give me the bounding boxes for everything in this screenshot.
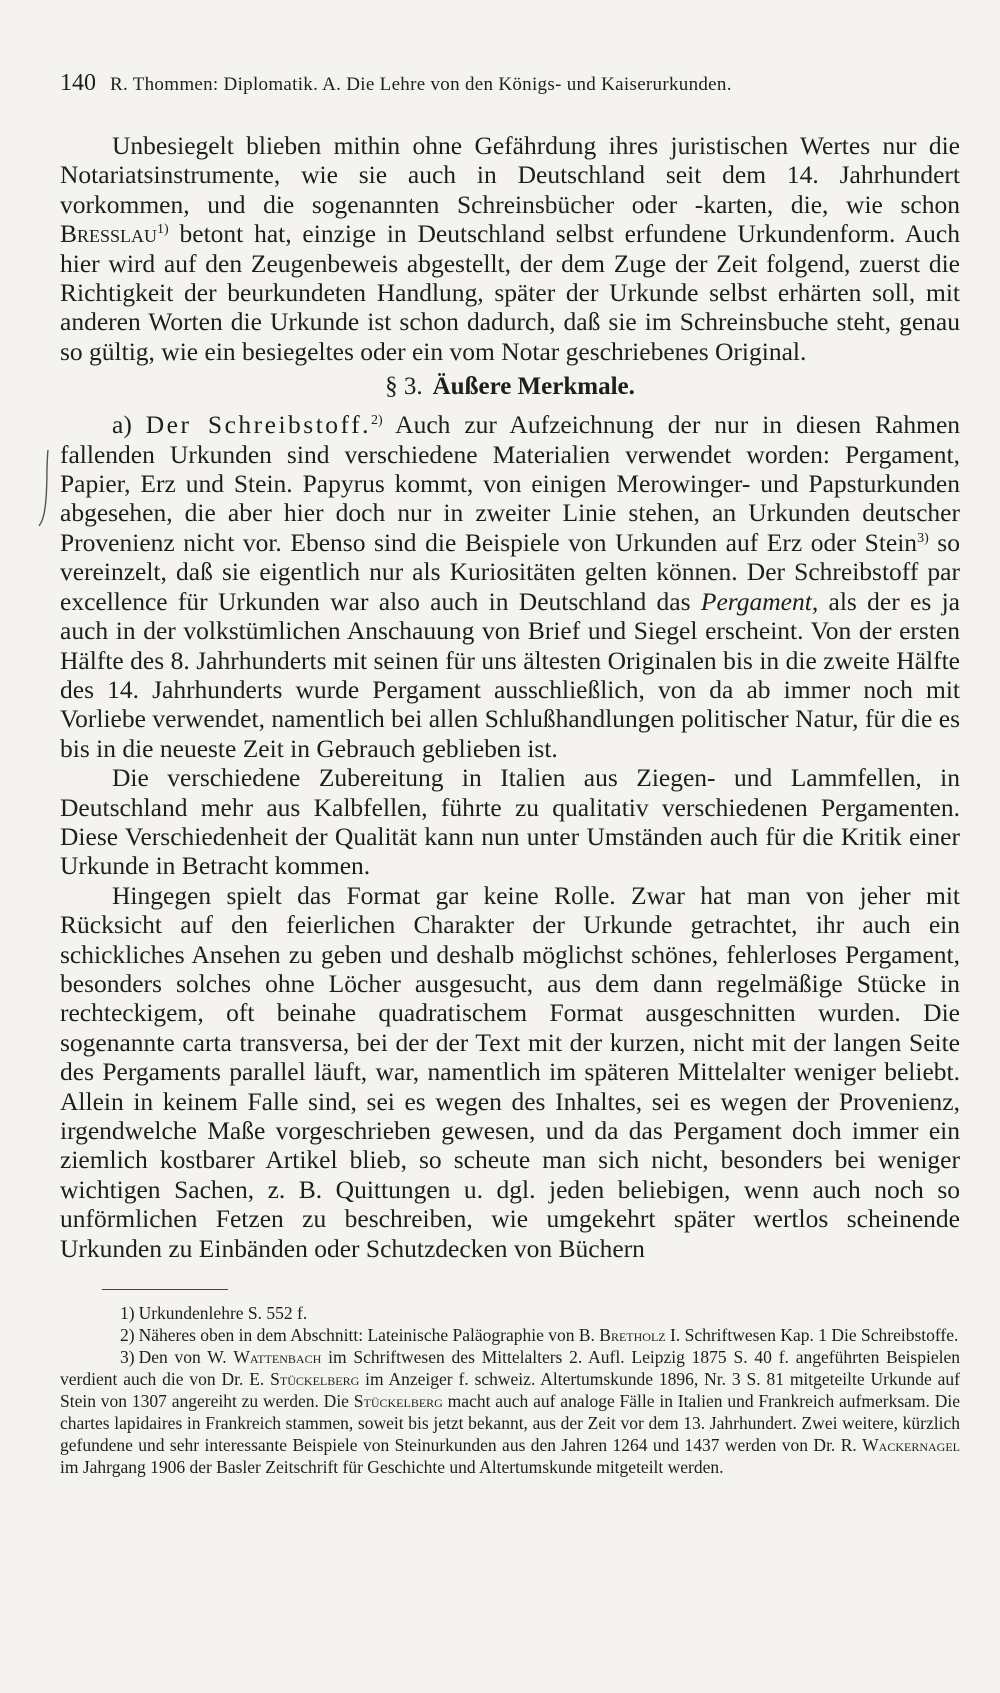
author-name-stueckelberg: Stückelberg [353,1391,443,1412]
text-run: a) [112,410,146,440]
paragraph-zubereitung: Die verschiedene Zubereitung in Italien aus Ziegen- und Lammfellen, in Deutschland mehr aus Kalbfellen, führte zu qualitativ verschiedenen Pergamenten. Diese Verschiedenheit der Qualität kann nun unter Umständen auch für die Kritik einer Urkunde in Betracht kommen. [60,763,960,881]
running-title: R. Thommen: Diplomatik. A. Die Lehre von den Königs- und Kaiserurkunden. [110,74,732,95]
footnote-divider [102,1289,228,1290]
footnote-text: Den von W. [138,1347,234,1368]
footnote-ref-3: 3) [917,530,929,546]
footnote-text: im Jahrgang 1906 der Basler Zeitschrift für Geschichte und Altertumskunde mitgeteilt werden. [60,1457,724,1478]
footnote-ref-2: 2) [370,413,383,429]
emphasis-pergament: Pergament, [700,586,819,616]
text-run: so vereinzelt, daß sie eigentlich nur als Kuriositäten gelten können. Der Schreibstoff par excellence für Urkunden war also auch in Deutschland das [60,527,960,616]
footnote-text: im Schriftwesen des Mittelalters 2. Aufl. Leipzig 1875 S. 40 f. angeführten Beispielen verdient auch die von Dr. E. [60,1347,961,1390]
section-heading [60,371,960,402]
footnote-text: Näheres oben in dem Abschnitt: Lateinische Paläographie von B. [138,1325,600,1346]
text-run: Auch zur Aufzeichnung der nur in diesen Rahmen fallenden Urkunden sind verschiedene Materialien verwendet worden: Pergament, Papier, Erz und Stein. Papyrus kommt, von einigen Merowinger- und Papsturkunden abgesehen, die aber hier doch nur in zweiter Linie stehen, an Urkunden deutscher Provenienz nicht vor. Ebenso sind die Beispiele von Urkunden auf Erz oder Stein [60,410,961,557]
footnotes [60,1302,960,1478]
paragraph-format: Hingegen spielt das Format gar keine Rolle. Zwar hat man von jeher mit Rücksicht auf den feierlichen Charakter der Urkunde getrachtet, ihr auch ein schickliches Ansehen zu geben und deshalb möglichst schönes, fehlerloses Pergament, besonders solches ohne Löcher ausgesucht, aus dem dann regelmäßige Stücke in rechteckigem, oft beinahe quadratischem Format ausgeschnitten wurden. Die sogenannte carta transversa, bei der der Text mit der kurzen, nicht mit der langen Seite des Pergaments parallel läuft, war, namentlich im späteren Mittelalter weniger beliebt. Allein in keinem Falle sind, sei es wegen des Inhaltes, sei es wegen der Provenienz, irgendwelche Maße vorgeschrieben gewesen, und da das Pergament doch immer ein ziemlich kostbarer Artikel blieb, so scheute man sich nicht, besonders bei weniger wichtigen Sachen, z. B. Quittungen u. dgl. jeden beliebigen, wenn auch noch so unförmlichen Fetzen zu beschreiben, wie umgekehrt später wertlos scheinende Urkunden zu Einbänden oder Schutzdecken von Büchern [60,880,960,1263]
page-number: 140 [60,70,96,96]
text-run: als der es ja auch in der volkstümlichen Anschauung von Brief und Siegel erscheint. Von der ersten Hälfte des 8. Jahrhunderts mit seinen für uns ältesten Originalen bis in die zweite Hälfte des 14. Jahrhunderts wurde Pergament ausschließlich, von da ab immer noch mit Vorliebe verwendet, namentlich bei allen Schlußhandlungen politischer Natur, für die es bis in die neueste Zeit in Gebrauch geblieben ist. [60,586,961,763]
footnote-text: im Anzeiger f. schweiz. Altertumskunde 1896, Nr. 3 S. 81 mitgeteilte Urkunde auf Stein von 1307 angereiht zu werden. Die [60,1369,960,1412]
section-title: Äußere Merkmale. [432,373,635,401]
margin-pencil-mark [36,448,56,528]
footnote-1 [60,1302,960,1324]
footnote-text: macht auch auf analoge Fälle in Italien und Frankreich aufmerksam. Die chartes lapidaires in Frankreich stammen, soweit bis jetzt bekannt, aus der Zeit vor dem 13. Jahrhundert. Zwei weitere, kürzlich gefundene und sehr interessante Beispiele von Steinurkunden aus den Jahren 1264 und 1437 werden von Dr. R. [60,1391,960,1456]
paragraph-schreibstoff [60,410,960,763]
footnote-ref-1: 1) [157,222,169,238]
subsection-title: Der Schreibstoff. [145,410,371,440]
footnote-2 [60,1324,960,1346]
footnote-label: 3) [120,1347,135,1368]
author-name-wackernagel: Wackernagel [862,1435,960,1456]
footnote-3 [60,1346,960,1478]
text-run: betont hat, einzige in Deutschland selbst erfundene Urkundenform. Auch hier wird auf den Zeugenbeweis abgestellt, der dem Zuge der Zeit folgend, zuerst die Richtigkeit der beurkundeten Handlung, später der Urkunde selbst erhärten soll, mit anderen Worten die Urkunde ist schon dadurch, daß sie im Schreinsbuche steht, genau so gültig, wie ein besiegeltes oder ein vom Notar geschriebenes Original. [60,219,960,366]
footnote-label: 1) [120,1303,135,1324]
paragraph-notariatsinstrumente [60,131,960,366]
author-name-bresslau: Bresslau [60,219,158,249]
author-name-wattenbach: Wattenbach [233,1347,322,1368]
section-number: § 3. [385,373,423,401]
footnote-label: 2) [120,1325,135,1346]
footnote-text: I. Schriftwesen Kap. 1 Die Schreibstoffe. [665,1325,959,1346]
footnote-text: Urkundenlehre S. 552 f. [138,1303,308,1324]
author-name-stueckelberg: Stückelberg [270,1369,360,1390]
author-name-bretholz: Bretholz [599,1325,666,1346]
text-run: Unbesiegelt blieben mithin ohne Gefährdung ihres juristischen Wertes nur die Notariatsinstrumente, wie sie auch in Deutschland seit dem 14. Jahrhundert vorkommen, und die sogenannten Schreinsbücher oder -karten, die, wie schon [60,131,960,219]
running-header [60,70,960,97]
